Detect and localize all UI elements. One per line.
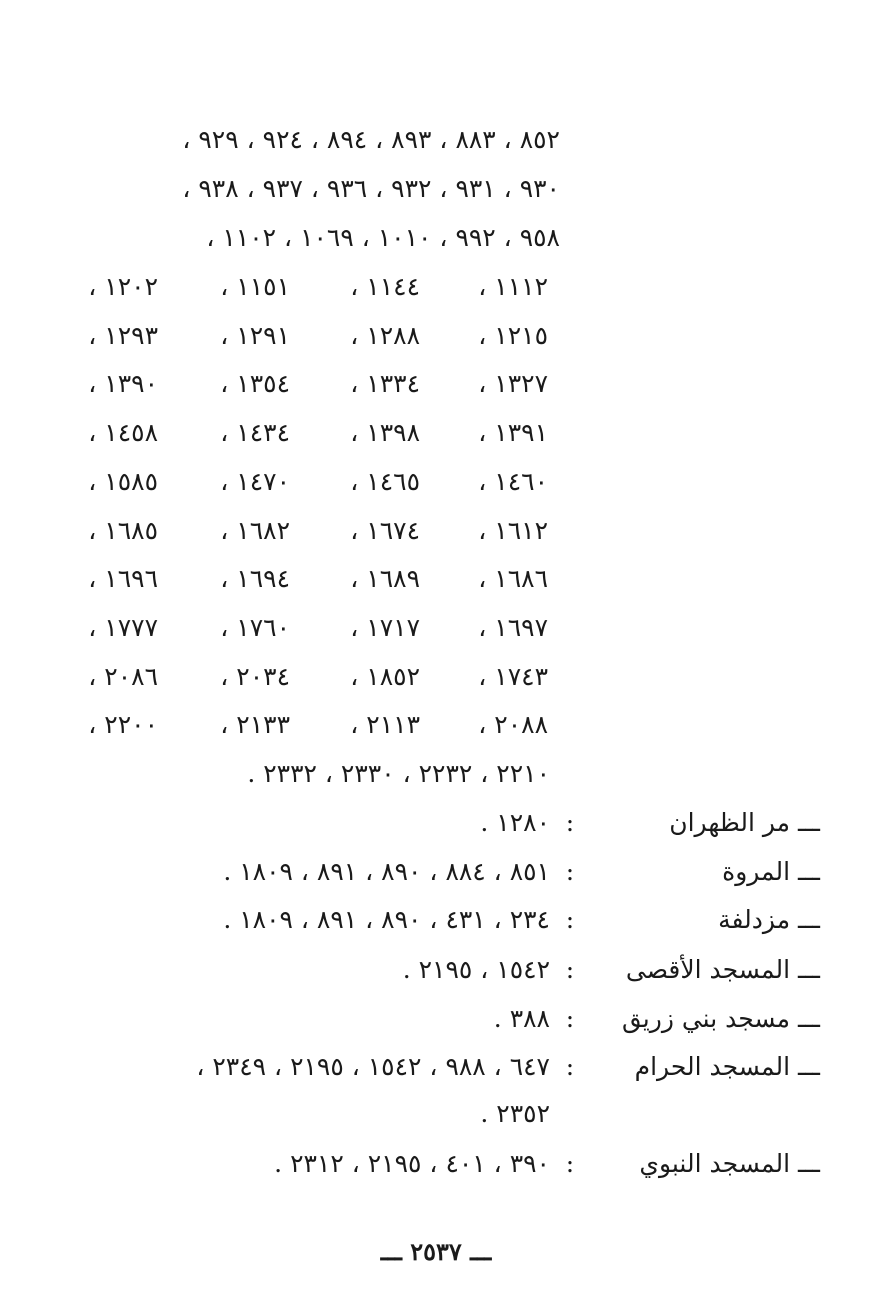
index-grid-cell: ١٤٦٠ ، xyxy=(478,467,548,496)
entry-label: ـــ مسجد بني زريق xyxy=(621,1004,820,1033)
index-grid-cell: ١٦٨٩ ، xyxy=(350,564,420,593)
index-grid-cell: ١٣٩٠ ، xyxy=(88,369,158,398)
index-grid-cell: ١٢٩١ ، xyxy=(220,321,290,350)
index-grid-row xyxy=(0,364,872,404)
index-grid-cell: ١٦٨٦ ، xyxy=(478,564,548,593)
index-grid-cell: ١٤٦٥ ، xyxy=(350,467,420,496)
entry-label: ـــ المروة xyxy=(722,857,820,886)
index-grid-cell: ١٧٦٠ ، xyxy=(220,613,290,642)
index-grid-cell: ١١١٢ ، xyxy=(478,272,548,301)
index-grid-cell: ١٦٩٤ ، xyxy=(220,564,290,593)
index-grid-cell: ٢٢٠٠ ، xyxy=(88,710,158,739)
index-grid-cell: ١٣٩١ ، xyxy=(478,418,548,447)
index-row: ٩٥٨ ، ٩٩٢ ، ١٠١٠ ، ١٠٦٩ ، ١١٠٢ ، xyxy=(206,223,560,252)
entry-label: ـــ مزدلفة xyxy=(718,905,820,934)
index-grid-cell: ١٥٨٥ ، xyxy=(88,467,158,496)
entry-value: ٣٩٠ ، ٤٠١ ، ٢١٩٥ ، ٢٣١٢ . xyxy=(274,1149,550,1178)
entry-colon: : xyxy=(565,955,575,984)
entry-colon: : xyxy=(565,905,575,934)
index-grid-cell: ٢٠٣٤ ، xyxy=(220,662,290,691)
index-grid-cell: ١٣٢٧ ، xyxy=(478,369,548,398)
entry-colon: : xyxy=(565,1052,575,1081)
index-grid-cell: ١١٥١ ، xyxy=(220,272,290,301)
index-grid-cell: ١٢١٥ ، xyxy=(478,321,548,350)
index-grid-cell: ١٢٨٨ ، xyxy=(350,321,420,350)
index-grid-cell: ٢١١٣ ، xyxy=(350,710,420,739)
entry-value: ١٥٤٢ ، ٢١٩٥ . xyxy=(402,955,550,984)
entry-colon: : xyxy=(565,1004,575,1033)
index-grid-cell: ٢١٣٣ ، xyxy=(220,710,290,739)
index-grid-cell: ٢٠٨٨ ، xyxy=(478,710,548,739)
index-grid-row xyxy=(0,559,872,599)
entry-value-continuation: ٢٣٥٢ . xyxy=(480,1099,550,1128)
index-grid-row xyxy=(0,316,872,356)
entry-label: ـــ مر الظهران xyxy=(669,808,820,837)
index-grid-row xyxy=(0,608,872,648)
index-grid-row xyxy=(0,705,872,745)
index-grid-cell: ١٢٩٣ ، xyxy=(88,321,158,350)
index-grid-cell: ١٦٨٢ ، xyxy=(220,516,290,545)
index-grid-cell: ١٤٥٨ ، xyxy=(88,418,158,447)
index-grid-row xyxy=(0,657,872,697)
entry-value: ١٢٨٠ . xyxy=(480,808,550,837)
index-grid-row xyxy=(0,267,872,307)
entry-value: ٢٣٤ ، ٤٣١ ، ٨٩٠ ، ٨٩١ ، ١٨٠٩ . xyxy=(223,905,550,934)
entry-value: ٦٤٧ ، ٩٨٨ ، ١٥٤٢ ، ٢١٩٥ ، ٢٣٤٩ ، xyxy=(196,1052,550,1081)
index-grid-cell: ١٧١٧ ، xyxy=(350,613,420,642)
index-grid-cell: ١٣٥٤ ، xyxy=(220,369,290,398)
index-grid-cell: ١٦٩٦ ، xyxy=(88,564,158,593)
index-grid-cell: ١٣٩٨ ، xyxy=(350,418,420,447)
index-grid-cell: ١٧٧٧ ، xyxy=(88,613,158,642)
index-grid-cell: ١٦٨٥ ، xyxy=(88,516,158,545)
entry-label: ـــ المسجد النبوي xyxy=(639,1149,820,1178)
index-grid-row xyxy=(0,511,872,551)
index-row-last: ٢٢١٠ ، ٢٢٣٢ ، ٢٣٣٠ ، ٢٣٣٢ . xyxy=(247,759,550,788)
index-grid-row xyxy=(0,462,872,502)
index-grid-cell: ١٨٥٢ ، xyxy=(350,662,420,691)
entry-colon: : xyxy=(565,857,575,886)
index-row: ٨٥٢ ، ٨٨٣ ، ٨٩٣ ، ٨٩٤ ، ٩٢٤ ، ٩٢٩ ، xyxy=(182,125,560,154)
index-grid-cell: ١٤٣٤ ، xyxy=(220,418,290,447)
index-grid-cell: ١٦٩٧ ، xyxy=(478,613,548,642)
index-grid-cell: ١١٤٤ ، xyxy=(350,272,420,301)
index-grid-cell: ١٤٧٠ ، xyxy=(220,467,290,496)
index-grid-cell: ١٣٣٤ ، xyxy=(350,369,420,398)
entry-label: ـــ المسجد الحرام xyxy=(634,1052,820,1081)
entry-colon: : xyxy=(565,1149,575,1178)
index-grid-cell: ٢٠٨٦ ، xyxy=(88,662,158,691)
index-grid-cell: ١٦٧٤ ، xyxy=(350,516,420,545)
index-grid-row xyxy=(0,413,872,453)
index-grid-cell: ١٧٤٣ ، xyxy=(478,662,548,691)
entry-value: ٣٨٨ . xyxy=(493,1004,550,1033)
page-number: ـــ ٢٥٣٧ ـــ xyxy=(380,1237,492,1266)
index-grid-cell: ١٦١٢ ، xyxy=(478,516,548,545)
index-row: ٩٣٠ ، ٩٣١ ، ٩٣٢ ، ٩٣٦ ، ٩٣٧ ، ٩٣٨ ، xyxy=(182,174,560,203)
entry-colon: : xyxy=(565,808,575,837)
entry-label: ـــ المسجد الأقصى xyxy=(625,955,820,984)
entry-value: ٨٥١ ، ٨٨٤ ، ٨٩٠ ، ٨٩١ ، ١٨٠٩ . xyxy=(223,857,550,886)
index-grid-cell: ١٢٠٢ ، xyxy=(88,272,158,301)
